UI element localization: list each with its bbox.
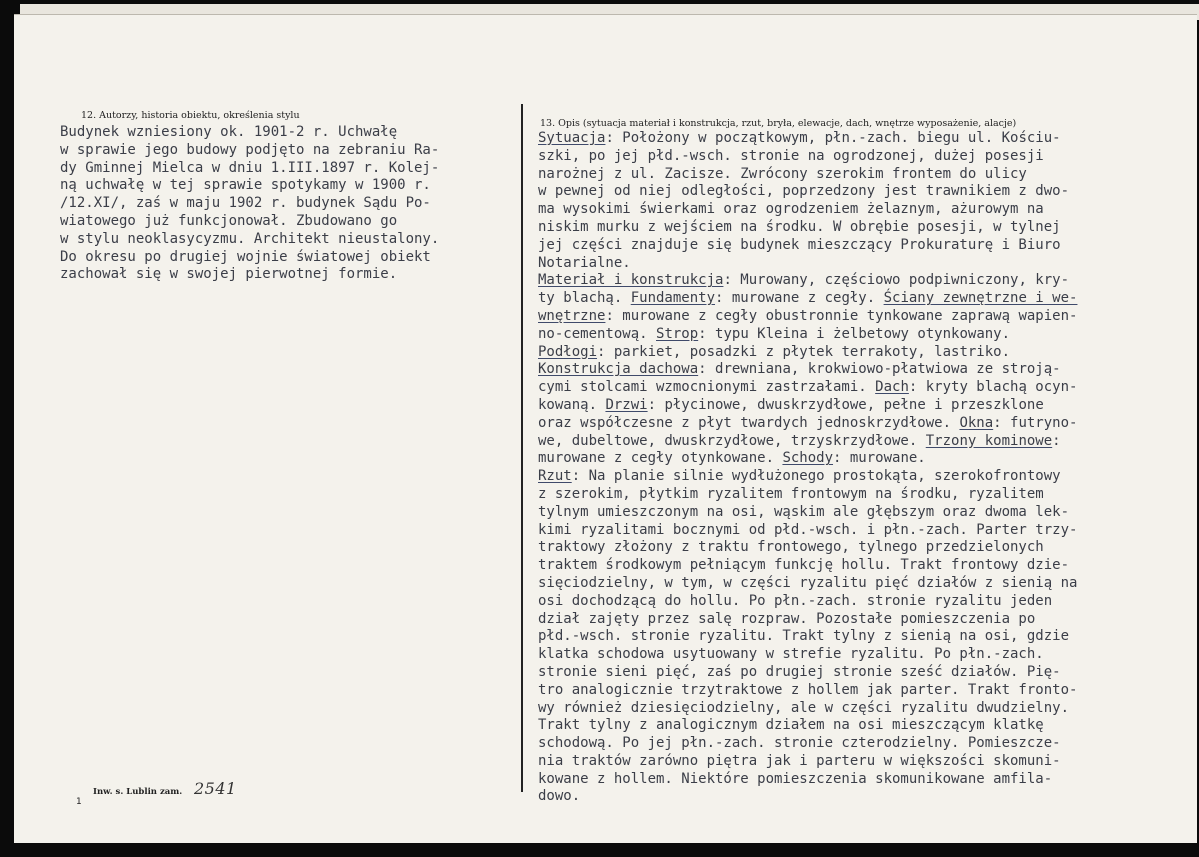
line-text: wy również dziesięciodzielny, ale w części ryzalitu dwudzielny. bbox=[538, 699, 1070, 716]
section-13-line bbox=[538, 433, 1077, 451]
line-text: : bbox=[1052, 432, 1061, 449]
line-text: nia traktów zarówno piętra jak i parteru w większości skomuni- bbox=[538, 752, 1061, 769]
line-text: traktowy złożony z traktu frontowego, tylnego przedzielonych bbox=[538, 539, 1044, 556]
section-12-body bbox=[60, 124, 439, 284]
line-text: murowane z cegły otynkowane. bbox=[538, 450, 783, 467]
line-text: ma wysokimi świerkami oraz ogrodzeniem żelaznym, ażurowym na bbox=[538, 201, 1044, 218]
line-text: kimi ryzalitami bocznymi od płd.-wsch. i płn.-zach. Parter trzy- bbox=[538, 521, 1078, 538]
line-text: klatka schodowa usytuowany w strefie ryzalitu. Po płn.-zach. bbox=[538, 646, 1044, 663]
section-13-line bbox=[538, 344, 1077, 362]
section-13-line bbox=[538, 682, 1077, 700]
section-13-line bbox=[538, 788, 1077, 806]
section-13-body bbox=[538, 130, 1077, 806]
underlined-subheading: Materiał i konstrukcja bbox=[538, 272, 724, 289]
underlined-subheading: Rzut bbox=[538, 468, 572, 485]
line-text: dowo. bbox=[538, 788, 581, 805]
section-13-line bbox=[538, 379, 1077, 397]
section-13-line bbox=[538, 539, 1077, 557]
line-text: : Murowany, częściowo podpiwniczony, kry- bbox=[723, 272, 1070, 289]
line-text: we, dubeltowe, dwuskrzydłowe, trzyskrzydłowe. bbox=[538, 432, 926, 449]
line-text: ty blachą. bbox=[538, 290, 631, 307]
line-text: : Na planie silnie wydłużonego prostokąta, szerokofrontowy bbox=[571, 468, 1061, 485]
section-13-line bbox=[538, 522, 1077, 540]
underlined-subheading: wnętrzne bbox=[538, 307, 606, 324]
section-13-line bbox=[538, 717, 1077, 735]
line-text: Notarialne. bbox=[538, 254, 631, 271]
section-13-line bbox=[538, 557, 1077, 575]
section-13-line bbox=[538, 575, 1077, 593]
line-text: no-cementową. bbox=[538, 325, 657, 342]
section-13-line bbox=[538, 308, 1077, 326]
section-13-line bbox=[538, 326, 1077, 344]
column-divider bbox=[521, 104, 523, 792]
underlined-subheading: Strop bbox=[656, 325, 699, 342]
line-text: : Położony w początkowym, płn.-zach. biegu ul. Kościu- bbox=[605, 130, 1061, 146]
inventory-number-handwritten: 2541 bbox=[194, 779, 237, 798]
line-text: niskim murku z wejściem na środku. W obrębie posesji, w tylnej bbox=[538, 218, 1061, 235]
margin-mark: 1 bbox=[76, 797, 82, 807]
underlined-subheading: Fundamenty bbox=[630, 290, 716, 307]
underlined-subheading: Okna bbox=[959, 414, 994, 431]
line-text: sięciodzielny, w tym, w części ryzalitu pięć działów z sienią na bbox=[538, 574, 1078, 591]
underlined-subheading: Dach bbox=[875, 379, 909, 396]
line-text: : drewniana, krokwiowo-płatwiowa ze stroją- bbox=[698, 361, 1061, 378]
underlined-subheading: Trzony kominowe bbox=[925, 432, 1053, 449]
underlined-subheading: Konstrukcja dachowa bbox=[538, 361, 699, 378]
underlined-subheading: Drzwi bbox=[605, 396, 648, 413]
section-13-line bbox=[538, 166, 1077, 184]
section-13-line bbox=[538, 450, 1077, 468]
section-13-line bbox=[538, 148, 1077, 166]
section-13-line bbox=[538, 272, 1077, 290]
section-12-line: wiatowego już funkcjonował. Zbudowano go bbox=[60, 212, 398, 229]
section-12-line: w stylu neoklasycyzmu. Architekt nieustalony. bbox=[60, 230, 440, 247]
section-13-line bbox=[538, 628, 1077, 646]
line-text: cymi stolcami wzmocnionymi zastrzałami. bbox=[538, 379, 876, 396]
underlined-subheading: Ściany zewnętrzne i we- bbox=[883, 290, 1078, 307]
line-text: : parkiet, posadzki z płytek terrakoty, lastriko. bbox=[597, 343, 1011, 360]
section-13-line bbox=[538, 700, 1077, 718]
inventory-stamp: Inw. s. Lublin zam. bbox=[93, 787, 183, 797]
line-text: stronie sieni pięć, zaś po drugiej stronie sześć działów. Pię- bbox=[538, 663, 1061, 680]
section-13-line bbox=[538, 735, 1077, 753]
line-text: : murowane z cegły obustronnie tynkowane zaprawą wapien- bbox=[605, 307, 1078, 324]
section-13-line bbox=[538, 183, 1077, 201]
section-13-line bbox=[538, 753, 1077, 771]
section-13-line bbox=[538, 646, 1077, 664]
section-13-line bbox=[538, 201, 1077, 219]
section-12-line: w sprawie jego budowy podjęto na zebraniu Ra- bbox=[60, 141, 440, 158]
section-12-line: ną uchwałę w tej sprawie spotykamy w 1900 r. bbox=[60, 177, 431, 194]
section-12-line: /12.XI/, zaś w maju 1902 r. budynek Sądu Po- bbox=[60, 195, 431, 212]
section-13-line bbox=[538, 397, 1077, 415]
section-13-line bbox=[538, 593, 1077, 611]
line-text: oraz współczesne z płyt twardych jednoskrzydłowe. bbox=[538, 414, 960, 431]
underlined-subheading: Sytuacja bbox=[538, 130, 606, 146]
section-13-line bbox=[538, 290, 1077, 308]
line-text: : murowane z cegły. bbox=[715, 290, 884, 307]
line-text: tylnym umieszczonym na osi, wąskim ale głębszym oraz dwoma lek- bbox=[538, 503, 1070, 520]
card-top-edge bbox=[14, 14, 1197, 15]
underlined-subheading: Podłogi bbox=[538, 343, 598, 360]
section-13-line bbox=[538, 361, 1077, 379]
line-text: : kryty blachą ocyn- bbox=[908, 379, 1078, 396]
section-13-heading: 13. Opis (sytuacja materiał i konstrukcja, rzut, bryła, elewacje, dach, wnętrze wyposażenie, alacje) bbox=[540, 118, 1017, 129]
section-13-line bbox=[538, 415, 1077, 433]
section-13-line bbox=[538, 504, 1077, 522]
line-text: traktem środkowym pełniącym funkcję hollu. Trakt frontowy dzie- bbox=[538, 557, 1070, 574]
section-13-line bbox=[538, 611, 1077, 629]
section-12-heading: 12. Autorzy, historia obiektu, określenia stylu bbox=[81, 110, 300, 121]
line-text: jej części znajduje się budynek mieszczący Prokuraturę i Biuro bbox=[538, 236, 1061, 253]
line-text: szki, po jej płd.-wsch. stronie na ogrodzonej, dużej posesji bbox=[538, 147, 1044, 164]
line-text: narożnej z ul. Zacisze. Zwrócony szerokim frontem do ulicy bbox=[538, 165, 1027, 182]
section-13-line bbox=[538, 219, 1077, 237]
section-13-line bbox=[538, 237, 1077, 255]
line-text: dział zajęty przez salę rozpraw. Pozostałe pomieszczenia po bbox=[538, 610, 1036, 627]
line-text: : płycinowe, dwuskrzydłowe, pełne i przeszklone bbox=[647, 396, 1044, 413]
line-text: z szerokim, płytkim ryzalitem frontowym na środku, ryzalitem bbox=[538, 485, 1044, 502]
line-text: : typu Kleina i żelbetowy otynkowany. bbox=[698, 325, 1011, 342]
section-13-line bbox=[538, 130, 1077, 148]
line-text: kowane z hollem. Niektóre pomieszczenia skomunikowane amfila- bbox=[538, 770, 1053, 787]
section-13-line bbox=[538, 468, 1077, 486]
section-13-line bbox=[538, 771, 1077, 789]
line-text: : futryno- bbox=[993, 414, 1078, 431]
underlined-subheading: Schody bbox=[782, 450, 834, 467]
line-text: płd.-wsch. stronie ryzalitu. Trakt tylny z sienią na osi, gdzie bbox=[538, 628, 1070, 645]
line-text: Trakt tylny z analogicznym działem na osi mieszczącym klatkę bbox=[538, 717, 1044, 734]
section-13-line bbox=[538, 486, 1077, 504]
line-text: kowaną. bbox=[538, 396, 606, 413]
line-text: tro analogicznie trzytraktowe z hollem jak parter. Trakt fronto- bbox=[538, 681, 1078, 698]
line-text: schodową. Po jej płn.-zach. stronie czterodzielny. Pomieszcze- bbox=[538, 735, 1061, 752]
section-13-line bbox=[538, 664, 1077, 682]
section-12-line: Budynek wzniesiony ok. 1901-2 r. Uchwałę bbox=[60, 124, 398, 140]
line-text: w pewnej od niej odległości, poprzedzony jest trawnikiem z dwo- bbox=[538, 183, 1070, 200]
section-12-line: zachował się w swojej pierwotnej formie. bbox=[60, 266, 398, 283]
line-text: : murowane. bbox=[833, 450, 926, 467]
section-13-line bbox=[538, 255, 1077, 273]
section-12-line: Do okresu po drugiej wojnie światowej obiekt bbox=[60, 248, 431, 265]
line-text: osi dochodzącą do hollu. Po płn.-zach. stronie ryzalitu jeden bbox=[538, 592, 1053, 609]
section-12-line: dy Gminnej Mielca w dniu 1.III.1897 r. Kolej- bbox=[60, 159, 440, 176]
